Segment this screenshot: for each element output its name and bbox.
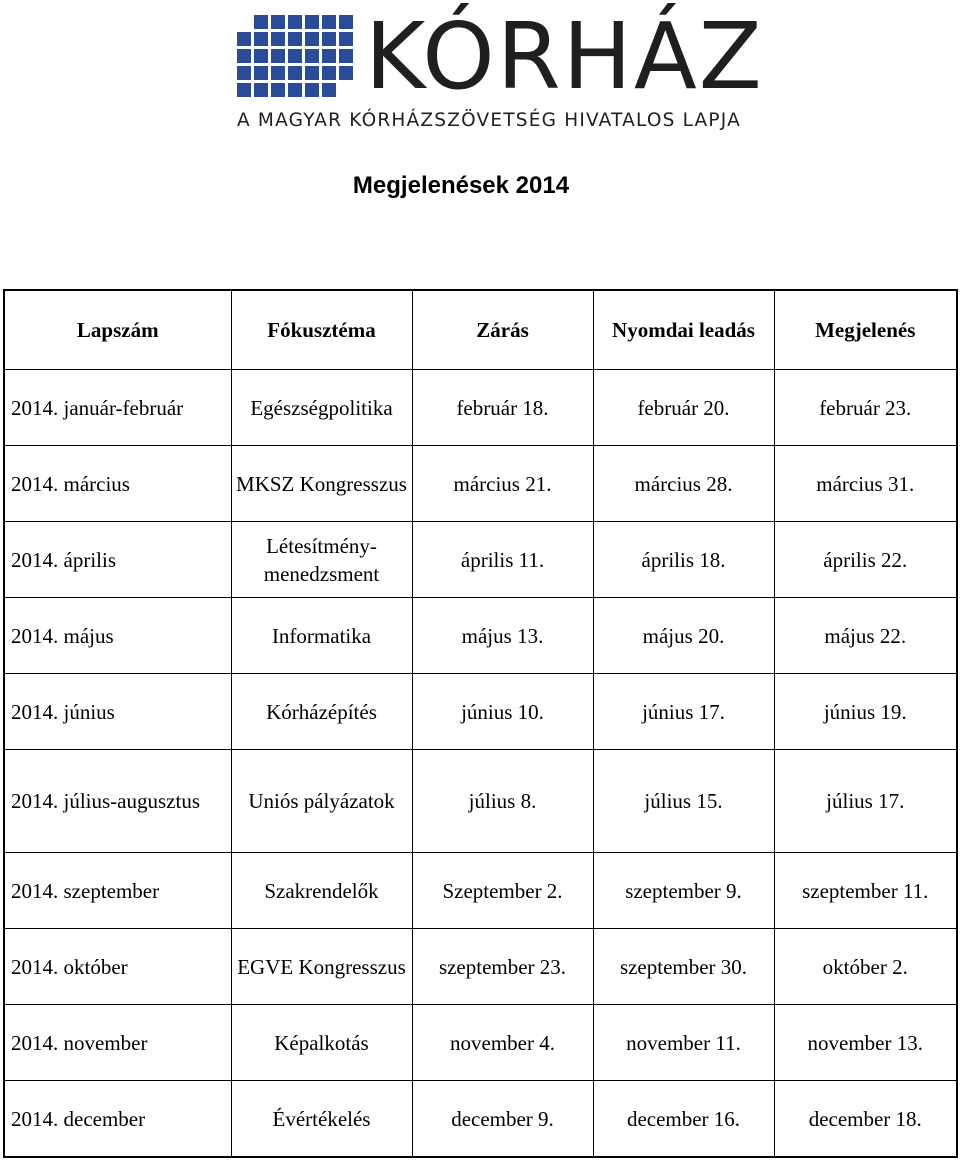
print-cell: május 20. [593,598,774,674]
topic-cell: Képalkotás [231,1005,412,1081]
topic-cell: Létesítmény-menedzsment [231,522,412,598]
issue-cell: 2014. április [4,522,231,598]
logo-wordmark: KÓRHÁZ [365,3,764,110]
logo [237,3,764,135]
table-row [4,750,957,853]
issue-cell: 2014. szeptember [4,853,231,929]
release-cell: április 22. [774,522,957,598]
release-cell: május 22. [774,598,957,674]
print-cell: július 15. [593,750,774,853]
header-release: Megjelenés [774,290,957,370]
closing-cell: február 18. [412,370,593,446]
issue-cell: 2014. december [4,1081,231,1158]
table-row [4,674,957,750]
logo-tagline: A MAGYAR KÓRHÁZSZÖVETSÉG HIVATALOS LAPJA [237,110,741,131]
closing-cell: május 13. [412,598,593,674]
header-issue: Lapszám [4,290,231,370]
table-row [4,1081,957,1158]
release-cell: június 19. [774,674,957,750]
table-row [4,929,957,1005]
issue-cell: 2014. május [4,598,231,674]
schedule-table [3,289,958,1158]
topic-cell: Kórházépítés [231,674,412,750]
release-cell: november 13. [774,1005,957,1081]
print-cell: november 11. [593,1005,774,1081]
closing-cell: július 8. [412,750,593,853]
closing-cell: április 11. [412,522,593,598]
table-row [4,598,957,674]
topic-cell: Uniós pályázatok [231,750,412,853]
topic-cell: Informatika [231,598,412,674]
print-cell: február 20. [593,370,774,446]
topic-cell: Szakrendelők [231,853,412,929]
header-topic: Fókusztéma [231,290,412,370]
topic-cell: MKSZ Kongresszus [231,446,412,522]
table-row [4,1005,957,1081]
issue-cell: 2014. június [4,674,231,750]
print-cell: április 18. [593,522,774,598]
table-row [4,370,957,446]
release-cell: szeptember 11. [774,853,957,929]
closing-cell: Szeptember 2. [412,853,593,929]
print-cell: szeptember 9. [593,853,774,929]
release-cell: október 2. [774,929,957,1005]
print-cell: március 28. [593,446,774,522]
print-cell: június 17. [593,674,774,750]
table-row [4,446,957,522]
release-cell: december 18. [774,1081,957,1158]
header-row [4,290,957,370]
header-closing: Zárás [412,290,593,370]
header-print: Nyomdai leadás [593,290,774,370]
issue-cell: 2014. november [4,1005,231,1081]
closing-cell: szeptember 23. [412,929,593,1005]
release-cell: február 23. [774,370,957,446]
logo-grid-icon [237,15,357,98]
issue-cell: 2014. március [4,446,231,522]
issue-cell: 2014. július-augusztus [4,750,231,853]
closing-cell: március 21. [412,446,593,522]
release-cell: március 31. [774,446,957,522]
topic-cell: Egészségpolitika [231,370,412,446]
page-title: Megjelenések 2014 [352,172,570,199]
closing-cell: június 10. [412,674,593,750]
print-cell: szeptember 30. [593,929,774,1005]
issue-cell: 2014. január-február [4,370,231,446]
issue-cell: 2014. október [4,929,231,1005]
table-row [4,522,957,598]
release-cell: július 17. [774,750,957,853]
closing-cell: november 4. [412,1005,593,1081]
topic-cell: Évértékelés [231,1081,412,1158]
topic-cell: EGVE Kongresszus [231,929,412,1005]
print-cell: december 16. [593,1081,774,1158]
closing-cell: december 9. [412,1081,593,1158]
table-row [4,853,957,929]
